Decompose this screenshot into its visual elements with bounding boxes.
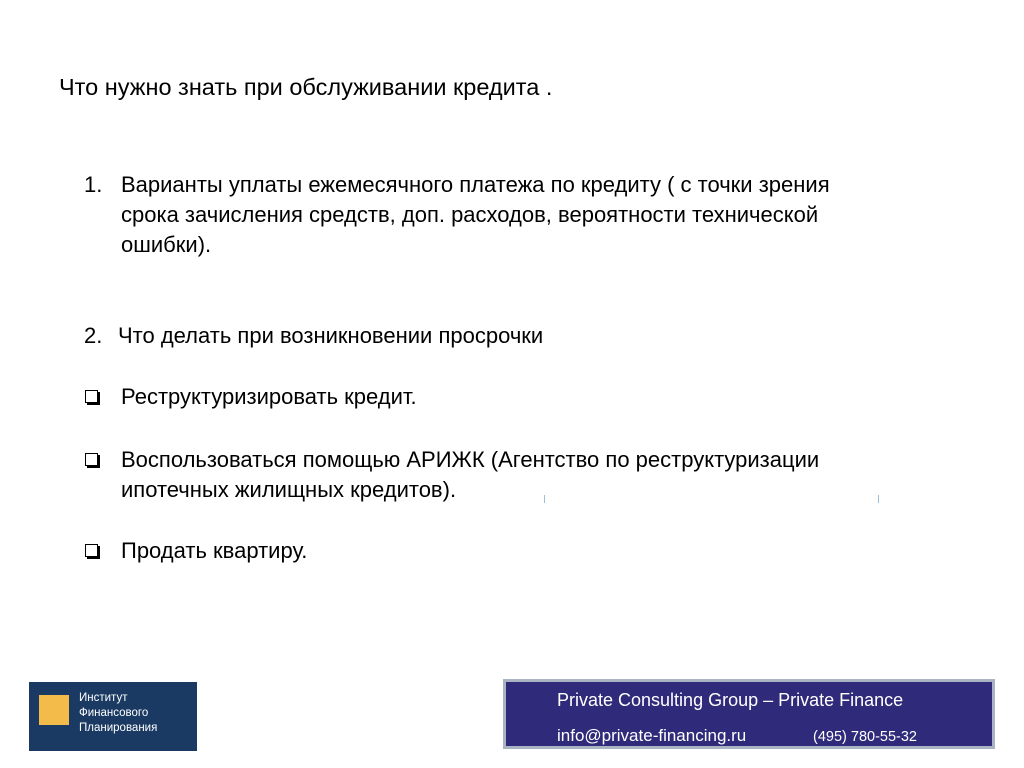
item-number: 1. — [84, 172, 103, 197]
bullet-item-sell-apartment — [84, 536, 984, 566]
item-text-line-3: ошибки). — [121, 232, 212, 257]
company-name: Private Consulting Group – Private Finance — [557, 690, 904, 710]
item-text-line-1: Варианты уплаты ежемесячного платежа по кредиту ( с точки зрения — [121, 172, 830, 197]
contact-email[interactable]: info@private-financing.ru — [557, 726, 747, 745]
bullet-item-arizhk — [84, 445, 984, 505]
bullet-text — [84, 445, 984, 505]
numbered-item-2 — [84, 321, 984, 351]
item-text: Что делать при возникновении просрочки — [118, 323, 544, 348]
numbered-item-1 — [84, 170, 984, 260]
decorative-tick-left — [544, 495, 545, 503]
logo-line: Планирования — [79, 722, 158, 734]
institute-logo — [29, 682, 197, 751]
slide-title: Что нужно знать при обслуживании кредита . — [59, 74, 553, 100]
bullet-item-restructure — [84, 382, 984, 412]
logo-line: Финансового — [79, 707, 149, 719]
item-text — [84, 170, 984, 260]
bullet-text-line-2: ипотечных жилищных кредитов). — [121, 477, 457, 502]
item-text-line-2: срока зачисления средств, доп. расходов, вероятности технической — [121, 202, 819, 227]
item-number: 2. — [84, 323, 103, 348]
logo-text — [79, 691, 157, 736]
logo-square-icon — [39, 695, 69, 725]
bullet-text: Реструктуризировать кредит. — [121, 384, 417, 409]
contact-footer — [503, 679, 995, 749]
logo-line: Институт — [79, 692, 128, 704]
checkbox-bullet-icon — [85, 544, 98, 557]
bullet-text: Продать квартиру. — [121, 538, 308, 563]
checkbox-bullet-icon — [85, 390, 98, 403]
contact-phone: (495) 780-55-32 — [813, 729, 917, 745]
decorative-tick-right — [878, 495, 879, 503]
checkbox-bullet-icon — [85, 453, 98, 466]
bullet-text-line-1: Воспользоваться помощью АРИЖК (Агентство по реструктуризации — [121, 447, 820, 472]
